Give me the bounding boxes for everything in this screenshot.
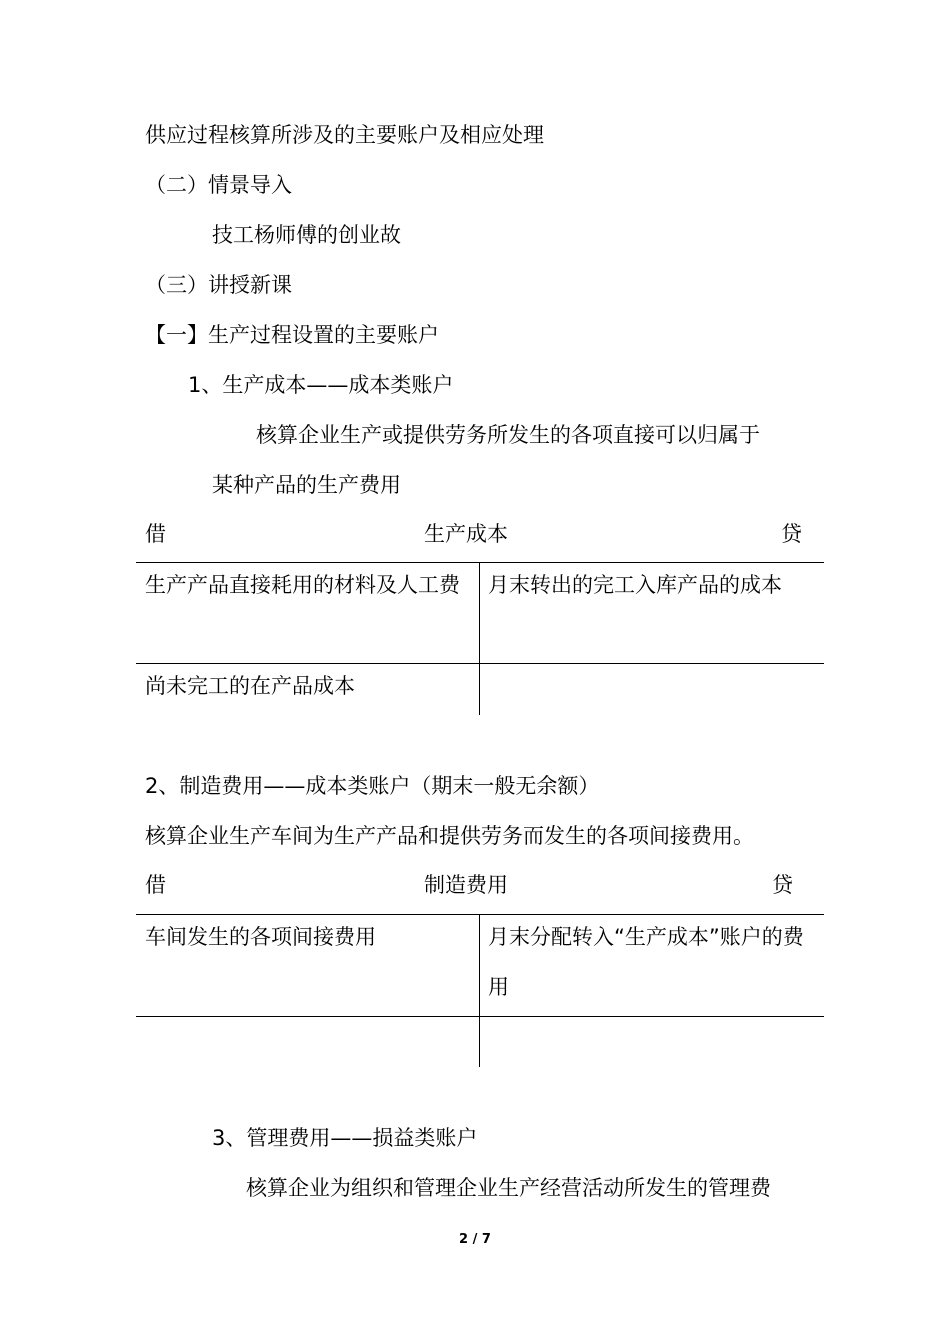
page-number: 2 / 7	[459, 1232, 491, 1247]
desc-production-cost-2: 某种产品的生产费用	[212, 473, 401, 497]
section-heading-new-lesson: （三）讲授新课	[145, 273, 292, 297]
debit-label: 借	[145, 522, 166, 546]
table-rule	[136, 1016, 824, 1017]
line-story: 技工杨师傅的创业故	[212, 223, 401, 247]
credit-cell: 月末转出的完工入库产品的成本	[488, 573, 782, 597]
section-heading-main-accounts: 【一】生产过程设置的主要账户	[145, 323, 439, 347]
account-title: 制造费用	[424, 873, 508, 897]
table-divider	[479, 562, 480, 715]
section-heading-scenario: （二）情景导入	[145, 173, 292, 197]
heading-manufacturing-overhead: 2、制造费用——成本类账户（期末一般无余额）	[145, 774, 600, 798]
line-supply-process: 供应过程核算所涉及的主要账户及相应处理	[145, 123, 544, 147]
debit-cell: 车间发生的各项间接费用	[145, 925, 376, 949]
desc-manufacturing-overhead: 核算企业生产车间为生产产品和提供劳务而发生的各项间接费用。	[145, 824, 754, 848]
credit-cell: 月末分配转入“生产成本”账户的费用	[488, 925, 804, 999]
desc-production-cost-1: 核算企业生产或提供劳务所发生的各项直接可以归属于	[256, 423, 760, 447]
debit-cell: 尚未完工的在产品成本	[145, 674, 355, 698]
heading-administrative-expenses: 3、管理费用——损益类账户	[212, 1126, 478, 1150]
debit-cell: 生产产品直接耗用的材料及人工费	[145, 573, 460, 597]
table-divider	[479, 914, 480, 1067]
credit-label: 贷	[781, 522, 802, 546]
credit-label: 贷	[772, 873, 793, 897]
account-title: 生产成本	[424, 522, 508, 546]
heading-production-cost: 1、生产成本——成本类账户	[188, 373, 454, 397]
desc-administrative-expenses: 核算企业为组织和管理企业生产经营活动所发生的管理费	[246, 1176, 771, 1200]
debit-label: 借	[145, 873, 166, 897]
